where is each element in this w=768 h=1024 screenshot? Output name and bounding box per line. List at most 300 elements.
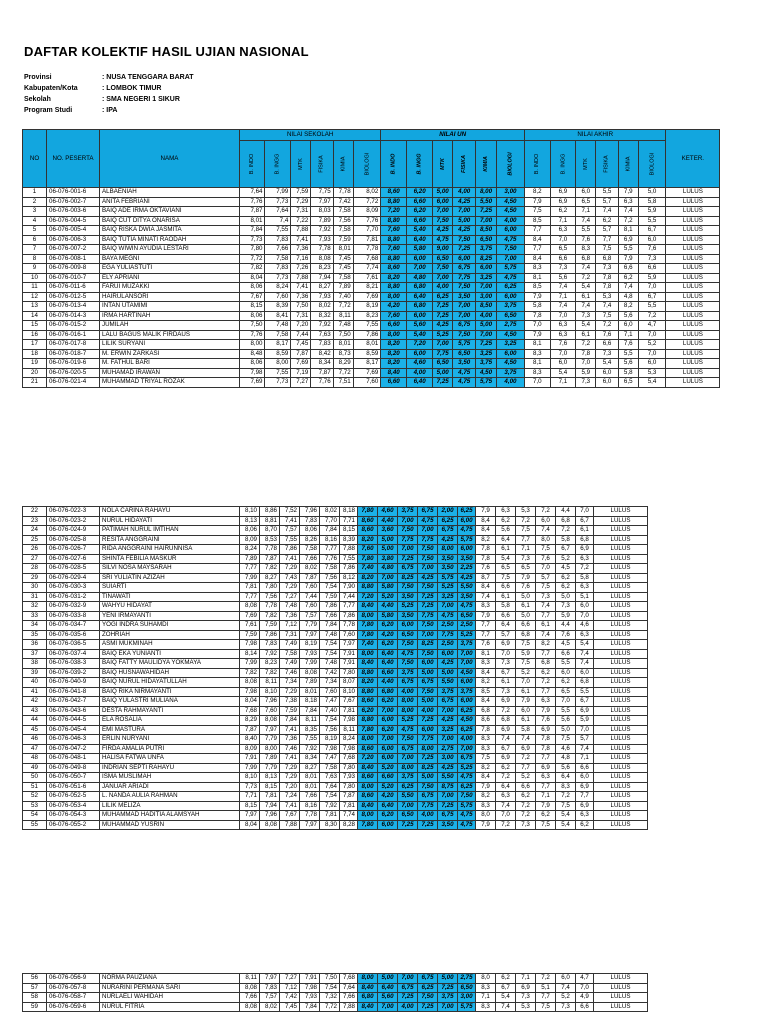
cell-nilai-sekolah: 7,76	[240, 330, 265, 340]
cell-nilai-akhir: 8,2	[476, 678, 496, 688]
table-row	[23, 640, 648, 650]
cell-nilai-akhir: 7,6	[536, 554, 556, 564]
cell-nilai-sekolah: 7,93	[311, 235, 333, 245]
cell-nilai-sekolah: 7,36	[291, 292, 311, 302]
cell-nilai-akhir: 7,9	[525, 197, 550, 207]
cell-nilai-sekolah: 7,54	[320, 583, 340, 593]
cell-nilai-sekolah: 8,01	[333, 245, 353, 255]
cell-nilai-un: 8,40	[381, 368, 407, 378]
cell-nilai-un: 5,80	[407, 245, 433, 255]
cell-nilai-akhir: 6,3	[618, 197, 638, 207]
cell-nilai-un: 8,25	[398, 573, 418, 583]
cell-keterangan: LULUS	[594, 621, 648, 631]
cell-nilai-un: 5,60	[407, 321, 433, 331]
cell-nilai-akhir: 6,1	[496, 545, 516, 555]
cell-nilai-un: 5,80	[378, 583, 398, 593]
table-row	[23, 687, 648, 697]
cell-nilai-sekolah: 7,83	[265, 264, 291, 274]
cell-nilai-sekolah: 8,73	[333, 349, 353, 359]
cell-nilai-sekolah: 8,08	[311, 254, 333, 264]
cell-nilai-un: 5,20	[378, 782, 398, 792]
cell-nilai-un: 7,00	[438, 792, 458, 802]
cell-nilai-akhir: 5,4	[550, 368, 576, 378]
cell-keterangan: LULUS	[666, 235, 720, 245]
cell-nilai-un: 7,50	[418, 687, 438, 697]
header-peserta: NO. PESERTA	[47, 130, 100, 188]
subject-header: MTK	[291, 141, 311, 188]
cell-nama: ZOHRIAH	[100, 630, 240, 640]
cell-nilai-un: 3,00	[496, 188, 524, 198]
cell-nilai-sekolah: 8,23	[311, 264, 333, 274]
cell-nilai-un: 8,00	[398, 763, 418, 773]
cell-nilai-un: 5,25	[433, 330, 453, 340]
cell-nilai-sekolah: 7,98	[320, 744, 340, 754]
cell-nilai-akhir: 6,7	[638, 226, 666, 236]
cell-nilai-akhir: 7,5	[596, 245, 618, 255]
cell-nilai-akhir: 7,6	[476, 640, 496, 650]
cell-nilai-un: 7,50	[418, 583, 438, 593]
cell-nilai-un: 5,25	[458, 763, 476, 773]
cell-nilai-sekolah: 7,43	[280, 573, 300, 583]
subject-header: FISIKA	[453, 141, 476, 188]
table-body-1	[23, 188, 720, 388]
cell-nilai-akhir: 8,3	[476, 983, 496, 993]
cell-keterangan: LULUS	[666, 302, 720, 312]
meta-row-program	[24, 105, 194, 116]
cell-nilai-sekolah: 7,38	[280, 697, 300, 707]
cell-peserta: 06-076-031-2	[47, 592, 100, 602]
cell-nilai-akhir: 6,0	[550, 359, 576, 369]
cell-nilai-akhir: 7,4	[550, 302, 576, 312]
cell-nama: RIDA ANGGRAINI HAIRUNNISA	[100, 545, 240, 555]
cell-nilai-akhir: 6,6	[516, 782, 536, 792]
cell-no: 48	[23, 754, 47, 764]
cell-nilai-un: 7,40	[358, 640, 378, 650]
cell-nilai-un: 6,00	[378, 754, 398, 764]
cell-nilai-akhir: 7,4	[576, 659, 594, 669]
cell-peserta: 06-076-038-3	[47, 659, 100, 669]
cell-nilai-sekolah: 7,54	[320, 649, 340, 659]
cell-nilai-sekolah: 7,64	[340, 983, 358, 993]
cell-nilai-un: 8,60	[358, 526, 378, 536]
cell-nilai-sekolah: 7,54	[320, 983, 340, 993]
cell-nilai-akhir: 7,2	[618, 216, 638, 226]
table-row	[23, 602, 648, 612]
cell-nilai-akhir: 5,8	[556, 535, 576, 545]
cell-nilai-un: 8,40	[358, 1002, 378, 1012]
cell-nilai-sekolah: 8,59	[353, 349, 381, 359]
cell-nilai-sekolah: 7,58	[333, 226, 353, 236]
cell-nilai-akhir: 7,9	[476, 507, 496, 517]
cell-nilai-un: 7,00	[453, 311, 476, 321]
cell-nilai-akhir: 6,3	[550, 226, 576, 236]
cell-nilai-akhir: 5,5	[638, 216, 666, 226]
cell-nilai-un: 3,50	[458, 554, 476, 564]
cell-nilai-akhir: 7,0	[550, 349, 576, 359]
cell-peserta: 06-076-047-2	[47, 744, 100, 754]
cell-nilai-akhir: 7,2	[496, 773, 516, 783]
cell-peserta: 06-076-015-2	[47, 321, 100, 331]
cell-nilai-un: 2,00	[438, 507, 458, 517]
cell-nilai-sekolah: 8,00	[265, 359, 291, 369]
cell-nilai-un: 3,25	[496, 340, 524, 350]
cell-nilai-akhir: 6,2	[596, 216, 618, 226]
cell-nilai-sekolah: 8,00	[240, 340, 265, 350]
cell-nilai-un: 6,80	[407, 283, 433, 293]
cell-nilai-un: 8,00	[358, 974, 378, 984]
cell-nilai-sekolah: 7,67	[240, 292, 265, 302]
cell-nilai-akhir: 5,0	[556, 592, 576, 602]
cell-nilai-akhir: 8,5	[525, 216, 550, 226]
cell-nilai-sekolah: 7,55	[300, 735, 320, 745]
cell-no: 55	[23, 820, 47, 830]
cell-nama: SILVI NOSA MAYSARAH	[100, 564, 240, 574]
cell-nilai-sekolah: 7,70	[353, 226, 381, 236]
cell-nilai-sekolah: 7,84	[300, 1002, 320, 1012]
cell-nilai-sekolah: 7,55	[340, 554, 358, 564]
cell-peserta: 06-076-044-5	[47, 716, 100, 726]
cell-nama: MUHAMMAD YUSRIN	[100, 820, 240, 830]
cell-nama: YENI IRMAYANTI	[100, 611, 240, 621]
cell-no: 17	[23, 340, 47, 350]
cell-nilai-un: 8,80	[381, 235, 407, 245]
cell-nilai-sekolah: 8,09	[240, 535, 260, 545]
subject-header: BIOLOGI	[353, 141, 381, 188]
cell-keterangan: LULUS	[666, 368, 720, 378]
table-row	[23, 264, 720, 274]
cell-nilai-un: 8,20	[381, 340, 407, 350]
cell-nilai-sekolah: 7,66	[320, 611, 340, 621]
cell-nilai-un: 6,75	[458, 754, 476, 764]
cell-nilai-akhir: 7,0	[496, 649, 516, 659]
cell-nilai-un: 3,75	[398, 668, 418, 678]
cell-nilai-un: 4,50	[458, 716, 476, 726]
cell-nilai-akhir: 7,7	[516, 535, 536, 545]
cell-nilai-akhir: 4,9	[576, 993, 594, 1003]
cell-nilai-un: 8,20	[381, 349, 407, 359]
cell-nilai-sekolah: 7,44	[300, 592, 320, 602]
cell-nilai-sekolah: 8,34	[311, 359, 333, 369]
cell-nilai-un: 6,75	[418, 792, 438, 802]
cell-nilai-un: 6,00	[458, 697, 476, 707]
cell-nilai-akhir: 7,0	[638, 349, 666, 359]
cell-nilai-akhir: 8,4	[476, 668, 496, 678]
cell-nilai-sekolah: 8,11	[260, 678, 280, 688]
cell-nilai-akhir: 8,2	[618, 302, 638, 312]
cell-nilai-akhir: 6,8	[596, 254, 618, 264]
cell-nilai-sekolah: 7,63	[311, 330, 333, 340]
table-row	[23, 993, 648, 1003]
cell-peserta: 06-076-023-2	[47, 516, 100, 526]
cell-nilai-un: 7,25	[433, 302, 453, 312]
cell-nilai-akhir: 6,6	[576, 763, 594, 773]
cell-nilai-un: 8,00	[476, 188, 497, 198]
cell-nilai-akhir: 6,9	[516, 983, 536, 993]
cell-peserta: 06-076-021-4	[47, 378, 100, 388]
cell-nilai-un: 6,75	[438, 811, 458, 821]
cell-nilai-akhir: 6,1	[516, 687, 536, 697]
cell-nama: EMI MASTURA	[100, 725, 240, 735]
cell-peserta: 06-076-034-7	[47, 621, 100, 631]
cell-nilai-akhir: 6,1	[496, 592, 516, 602]
cell-nilai-sekolah: 7,97	[260, 725, 280, 735]
cell-nilai-akhir: 6,9	[576, 545, 594, 555]
cell-nilai-akhir: 6,8	[576, 678, 594, 688]
cell-nilai-sekolah: 7,48	[333, 321, 353, 331]
cell-nama: ELY APRIANI	[100, 273, 240, 283]
cell-nilai-un: 7,25	[398, 993, 418, 1003]
cell-nilai-un: 7,80	[358, 507, 378, 517]
cell-nilai-akhir: 5,9	[556, 611, 576, 621]
cell-nilai-un: 7,75	[438, 630, 458, 640]
cell-no: 4	[23, 216, 47, 226]
cell-nilai-sekolah: 7,76	[320, 554, 340, 564]
cell-nilai-akhir: 5,8	[618, 368, 638, 378]
cell-nilai-sekolah: 7,88	[291, 273, 311, 283]
cell-nilai-sekolah: 7,29	[280, 564, 300, 574]
cell-nilai-sekolah: 7,45	[333, 264, 353, 274]
cell-nilai-un: 5,25	[458, 630, 476, 640]
cell-nilai-akhir: 6,8	[516, 630, 536, 640]
cell-nama: MUHAMMAD TRIYAL ROZAK	[100, 378, 240, 388]
cell-nilai-sekolah: 7,93	[340, 773, 358, 783]
cell-nilai-sekolah: 8,18	[340, 507, 358, 517]
cell-nilai-sekolah: 7,77	[240, 592, 260, 602]
cell-keterangan: LULUS	[594, 611, 648, 621]
cell-keterangan: LULUS	[594, 820, 648, 830]
cell-no: 54	[23, 811, 47, 821]
cell-peserta: 06-076-056-9	[47, 974, 100, 984]
cell-no: 19	[23, 359, 47, 369]
cell-keterangan: LULUS	[594, 744, 648, 754]
cell-nilai-akhir: 7,8	[596, 283, 618, 293]
cell-nilai-sekolah: 7,71	[340, 516, 358, 526]
cell-nilai-un: 6,00	[453, 254, 476, 264]
cell-nilai-sekolah: 7,46	[280, 668, 300, 678]
cell-nilai-akhir: 7,9	[476, 611, 496, 621]
cell-nilai-un: 7,80	[358, 820, 378, 830]
table-row	[23, 659, 648, 669]
cell-nilai-sekolah: 8,08	[240, 983, 260, 993]
cell-nilai-sekolah: 7,27	[280, 592, 300, 602]
cell-keterangan: LULUS	[594, 811, 648, 821]
cell-nilai-sekolah: 7,80	[240, 245, 265, 255]
cell-nilai-akhir: 4,8	[556, 754, 576, 764]
cell-nilai-akhir: 6,8	[576, 535, 594, 545]
cell-nilai-akhir: 4,6	[556, 744, 576, 754]
cell-no: 7	[23, 245, 47, 255]
cell-keterangan: LULUS	[594, 697, 648, 707]
cell-nilai-sekolah: 7,56	[320, 573, 340, 583]
cell-peserta: 06-076-018-7	[47, 349, 100, 359]
cell-keterangan: LULUS	[594, 659, 648, 669]
cell-nilai-un: 3,50	[398, 592, 418, 602]
cell-nilai-un: 8,25	[476, 254, 497, 264]
cell-nilai-akhir: 5,5	[576, 687, 594, 697]
cell-nilai-akhir: 6,0	[596, 378, 618, 388]
cell-nilai-sekolah: 7,42	[320, 668, 340, 678]
cell-nilai-un: 6,50	[496, 311, 524, 321]
cell-nilai-akhir: 6,0	[576, 773, 594, 783]
cell-nilai-sekolah: 7,44	[340, 592, 358, 602]
cell-nilai-akhir: 6,2	[496, 763, 516, 773]
cell-no: 25	[23, 535, 47, 545]
cell-nilai-sekolah: 8,14	[240, 649, 260, 659]
cell-nilai-un: 6,75	[398, 678, 418, 688]
cell-no: 22	[23, 507, 47, 517]
cell-nilai-un: 3,75	[496, 368, 524, 378]
cell-nilai-akhir: 5,4	[556, 820, 576, 830]
cell-nilai-akhir: 7,1	[550, 378, 576, 388]
cell-nilai-un: 2,25	[458, 564, 476, 574]
cell-keterangan: LULUS	[594, 640, 648, 650]
cell-nilai-akhir: 6,4	[556, 773, 576, 783]
header-nama: NAMA	[100, 130, 240, 188]
cell-nilai-sekolah: 8,23	[260, 659, 280, 669]
cell-nilai-akhir: 8,4	[525, 235, 550, 245]
cell-nilai-akhir: 7,3	[596, 349, 618, 359]
cell-peserta: 06-076-043-6	[47, 706, 100, 716]
table-row	[23, 983, 648, 993]
results-table-part-3	[22, 973, 648, 1012]
cell-nilai-un: 7,20	[358, 592, 378, 602]
cell-nilai-sekolah: 8,08	[240, 1002, 260, 1012]
cell-nilai-akhir: 8,4	[476, 773, 496, 783]
cell-nilai-akhir: 7,4	[618, 207, 638, 217]
cell-nilai-akhir: 7,0	[496, 811, 516, 821]
cell-nilai-sekolah: 7,56	[333, 216, 353, 226]
cell-nilai-akhir: 7,5	[536, 820, 556, 830]
cell-nilai-un: 6,40	[378, 801, 398, 811]
cell-nilai-un: 7,80	[358, 630, 378, 640]
cell-nilai-un: 6,60	[381, 378, 407, 388]
header-no: NO	[23, 130, 47, 188]
cell-nilai-sekolah: 7,60	[320, 687, 340, 697]
cell-nilai-un: 7,50	[398, 659, 418, 669]
cell-nilai-akhir: 7,1	[618, 330, 638, 340]
cell-no: 39	[23, 668, 47, 678]
cell-nilai-sekolah: 7,86	[340, 611, 358, 621]
cell-nilai-un: 3,60	[378, 526, 398, 536]
cell-nilai-sekolah: 7,87	[240, 207, 265, 217]
cell-peserta: 06-076-046-3	[47, 735, 100, 745]
cell-nilai-un: 6,00	[433, 197, 453, 207]
cell-nilai-un: 4,75	[458, 526, 476, 536]
table-row	[23, 226, 720, 236]
cell-nilai-akhir: 8,0	[476, 974, 496, 984]
cell-no: 51	[23, 782, 47, 792]
cell-nilai-un: 5,50	[458, 583, 476, 593]
cell-nilai-sekolah: 7,93	[300, 649, 320, 659]
cell-nilai-un: 6,25	[458, 507, 476, 517]
cell-keterangan: LULUS	[594, 801, 648, 811]
cell-nilai-sekolah: 7,69	[240, 611, 260, 621]
cell-nilai-un: 6,00	[458, 545, 476, 555]
cell-nilai-sekolah: 8,21	[353, 283, 381, 293]
cell-nilai-sekolah: 7,96	[260, 811, 280, 821]
cell-nilai-akhir: 8,1	[525, 273, 550, 283]
cell-nilai-sekolah: 7,58	[320, 763, 340, 773]
cell-nilai-akhir: 7,2	[556, 526, 576, 536]
cell-nama: YOGI INDRA SUHAMDI	[100, 621, 240, 631]
cell-peserta: 06-076-050-7	[47, 773, 100, 783]
cell-nilai-un: 6,00	[496, 292, 524, 302]
cell-nilai-un: 6,00	[418, 725, 438, 735]
subject-header: BIOLOGI	[496, 141, 524, 188]
cell-nilai-akhir: 5,8	[525, 302, 550, 312]
cell-nilai-akhir: 7,4	[536, 630, 556, 640]
cell-nilai-akhir: 5,4	[576, 640, 594, 650]
cell-peserta: 06-076-025-8	[47, 535, 100, 545]
cell-nilai-akhir: 8,2	[476, 535, 496, 545]
cell-nilai-un: 6,00	[496, 349, 524, 359]
cell-nilai-akhir: 7,1	[516, 545, 536, 555]
cell-peserta: 06-076-011-6	[47, 283, 100, 293]
cell-nilai-akhir: 7,6	[638, 245, 666, 255]
cell-nilai-sekolah: 7,76	[240, 197, 265, 207]
cell-nilai-un: 7,00	[418, 630, 438, 640]
cell-nilai-un: 4,75	[433, 235, 453, 245]
cell-nama: MUHAMAD IRAWAN	[100, 368, 240, 378]
cell-nilai-sekolah: 8,10	[240, 773, 260, 783]
cell-nilai-sekolah: 8,41	[265, 311, 291, 321]
cell-nilai-sekolah: 7,73	[240, 235, 265, 245]
cell-nilai-akhir: 8,1	[525, 340, 550, 350]
table-row	[23, 283, 720, 293]
cell-nilai-sekolah: 7,40	[333, 292, 353, 302]
cell-nilai-sekolah: 8,06	[240, 359, 265, 369]
cell-nilai-akhir: 8,5	[525, 283, 550, 293]
cell-nilai-un: 6,50	[433, 254, 453, 264]
cell-nilai-akhir: 6,6	[576, 1002, 594, 1012]
cell-no: 29	[23, 573, 47, 583]
cell-nilai-sekolah: 8,17	[265, 340, 291, 350]
cell-nilai-sekolah: 7,81	[260, 792, 280, 802]
cell-nilai-akhir: 6,9	[496, 754, 516, 764]
table-row	[23, 716, 648, 726]
cell-nilai-akhir: 6,5	[516, 564, 536, 574]
cell-nilai-akhir: 5,8	[576, 573, 594, 583]
cell-nilai-un: 7,50	[453, 330, 476, 340]
cell-nilai-akhir: 5,0	[516, 611, 536, 621]
table-row	[23, 340, 720, 350]
cell-nilai-un: 4,00	[398, 1002, 418, 1012]
cell-nilai-akhir: 7,8	[476, 725, 496, 735]
cell-nilai-sekolah: 8,19	[300, 640, 320, 650]
cell-nilai-akhir: 8,3	[476, 602, 496, 612]
cell-nilai-sekolah: 8,03	[311, 207, 333, 217]
cell-nilai-un: 6,75	[418, 678, 438, 688]
cell-peserta: 06-076-013-4	[47, 302, 100, 312]
cell-nilai-sekolah: 7,64	[265, 207, 291, 217]
cell-nilai-sekolah: 7,58	[333, 207, 353, 217]
cell-nilai-akhir: 7,1	[550, 216, 576, 226]
cell-nilai-un: 5,00	[378, 974, 398, 984]
cell-nilai-akhir: 8,3	[525, 349, 550, 359]
cell-nilai-sekolah: 7,78	[260, 602, 280, 612]
cell-nilai-sekolah: 7,89	[311, 216, 333, 226]
cell-nilai-sekolah: 8,00	[260, 744, 280, 754]
cell-nilai-un: 7,25	[438, 801, 458, 811]
cell-nilai-akhir: 4,5	[556, 564, 576, 574]
cell-nama: LALU BAGUS MALIK FIRDAUS	[100, 330, 240, 340]
cell-nama: BAIQ YULASTRI MULIANA	[100, 697, 240, 707]
cell-nilai-un: 5,50	[438, 678, 458, 688]
cell-nilai-akhir: 8,2	[476, 763, 496, 773]
cell-no: 33	[23, 611, 47, 621]
cell-nilai-akhir: 4,8	[618, 292, 638, 302]
cell-nilai-sekolah: 7,66	[240, 993, 260, 1003]
